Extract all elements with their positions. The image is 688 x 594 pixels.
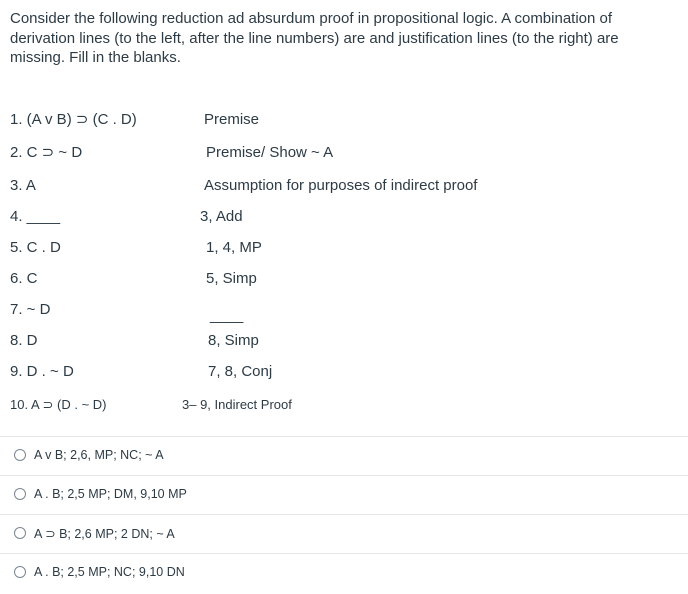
derivation-line-6: 6. C: [10, 270, 38, 287]
radio-button[interactable]: [14, 488, 26, 500]
justification-line-4: 3, Add: [200, 208, 243, 225]
derivation-line-7: 7. ~ D: [10, 301, 51, 318]
answer-option-4[interactable]: [14, 562, 185, 582]
derivation-line-4: 4. ____: [10, 208, 61, 225]
derivation-line-3: 3. A: [10, 177, 36, 194]
radio-button[interactable]: [14, 566, 26, 578]
answer-option-3[interactable]: [14, 523, 175, 543]
radio-button[interactable]: [14, 527, 26, 539]
option-label: A . B; 2,5 MP; DM, 9,10 MP: [34, 487, 187, 501]
derivation-line-2: 2. C ⊃ ~ D: [10, 144, 83, 161]
answer-option-1[interactable]: [14, 445, 164, 465]
justification-line-3: Assumption for purposes of indirect proof: [204, 177, 478, 194]
derivation-line-10: 10. A ⊃ (D . ~ D): [10, 397, 107, 412]
justification-line-1: Premise: [204, 111, 260, 128]
radio-button[interactable]: [14, 449, 26, 461]
derivation-line-8: 8. D: [10, 332, 38, 349]
derivation-line-5: 5. C . D: [10, 239, 61, 256]
derivation-line-9: 9. D . ~ D: [10, 363, 74, 380]
justification-line-7: ____: [210, 307, 244, 324]
answer-option-2[interactable]: [14, 484, 187, 504]
option-divider: [0, 514, 688, 515]
justification-line-2: Premise/ Show ~ A: [206, 144, 334, 161]
option-divider: [0, 553, 688, 554]
justification-line-8: 8, Simp: [208, 332, 259, 349]
justification-line-10: 3– 9, Indirect Proof: [182, 397, 292, 412]
derivation-line-1: 1. (A v B) ⊃ (C . D): [10, 111, 137, 128]
option-label: A . B; 2,5 MP; NC; 9,10 DN: [34, 565, 185, 579]
justification-line-9: 7, 8, Conj: [208, 363, 273, 380]
justification-line-6: 5, Simp: [206, 270, 257, 287]
option-divider: [0, 436, 688, 437]
option-label: A v B; 2,6, MP; NC; ~ A: [34, 448, 164, 462]
option-label: A ⊃ B; 2,6 MP; 2 DN; ~ A: [34, 526, 175, 541]
question-text: Consider the following reduction ad absurdum proof in propositional logic. A combination of derivation lines (to the left, after the line numbers) are and justification lines (to the right) are missing. Fill in the blanks.: [10, 10, 619, 66]
option-divider: [0, 475, 688, 476]
justification-line-5: 1, 4, MP: [206, 239, 262, 256]
